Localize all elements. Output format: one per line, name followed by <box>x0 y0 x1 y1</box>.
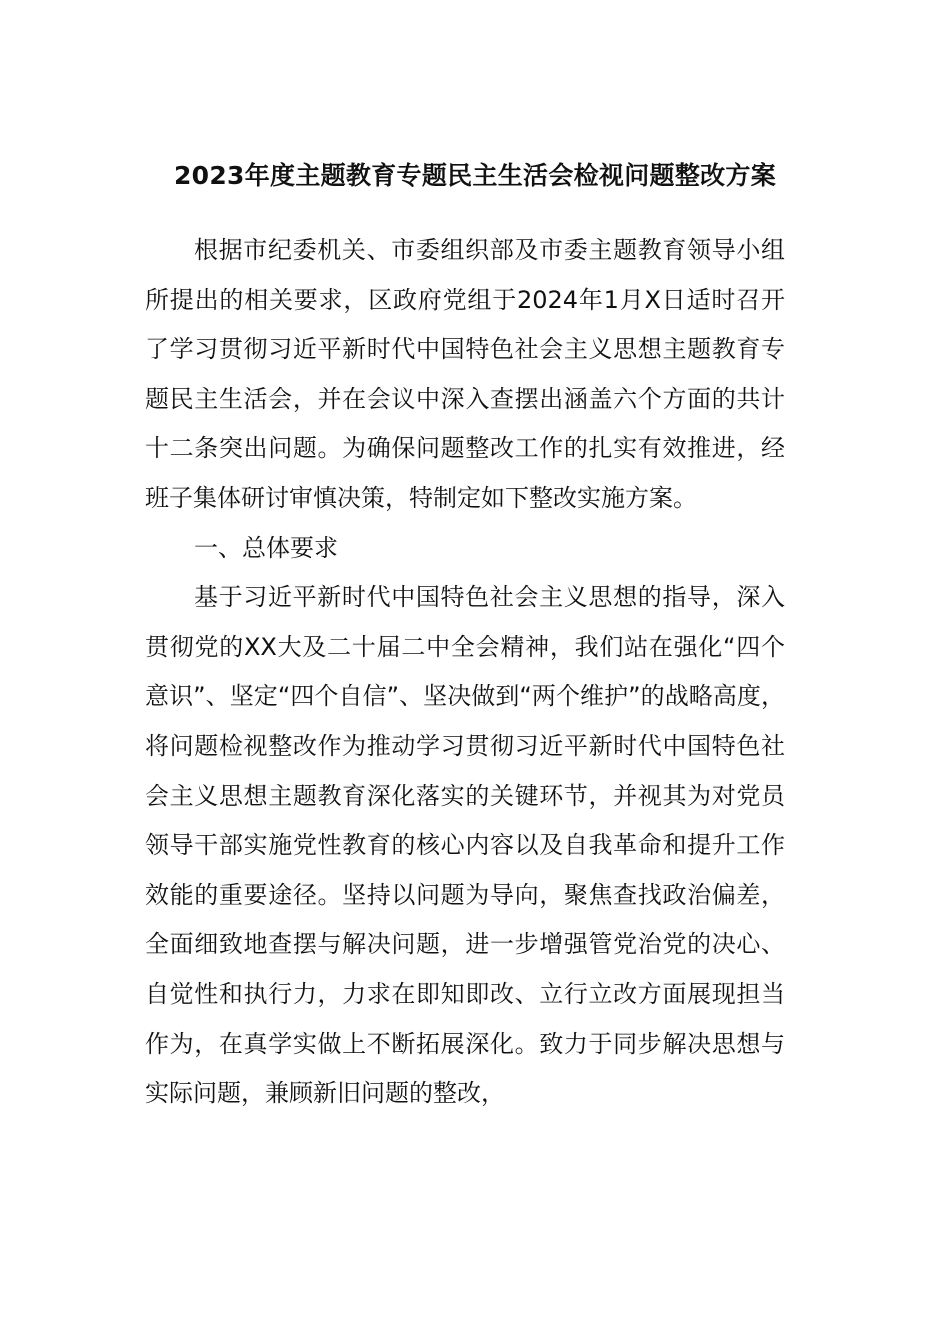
section-heading-overall-requirements: 一、总体要求 <box>194 533 338 562</box>
section-1-paragraph: 基于习近平新时代中国特色社会主义思想的指导，深入贯彻党的XX大及二十届二中全会精神，我们站在强化“四个意识”、坚定“四个自信”、坚决做到“两个维护”的战略高度，将问题检视整改作为推动学习贯彻习近平新时代中国特色社会主义思想主题教育深化落实的关键环节，并视其为对党员领导干部实施党性教育的核心内容以及自我革命和提升工作效能的重要途径。坚持以问题为导向，聚焦查找政治偏差，全面细致地查摆与解决问题，进一步增强管党治党的决心、自觉性和执行力，力求在即知即改、立行立改方面展现担当作为，在真学实做上不断拓展深化。致力于同步解决思想与实际问题，兼顾新旧问题的整改， <box>145 583 785 1108</box>
document-body <box>145 226 785 1119</box>
intro-paragraph: 根据市纪委机关、市委组织部及市委主题教育领导小组所提出的相关要求，区政府党组于2024年1月X日适时召开了学习贯彻习近平新时代中国特色社会主义思想主题教育专题民主生活会，并在会议中深入查摆出涵盖六个方面的共计十二条突出问题。为确保问题整改工作的扎实有效推进，经班子集体研讨审慎决策，特制定如下整改实施方案。 <box>145 236 785 512</box>
document-title: 2023年度主题教育专题民主生活会检视问题整改方案 <box>173 161 777 190</box>
